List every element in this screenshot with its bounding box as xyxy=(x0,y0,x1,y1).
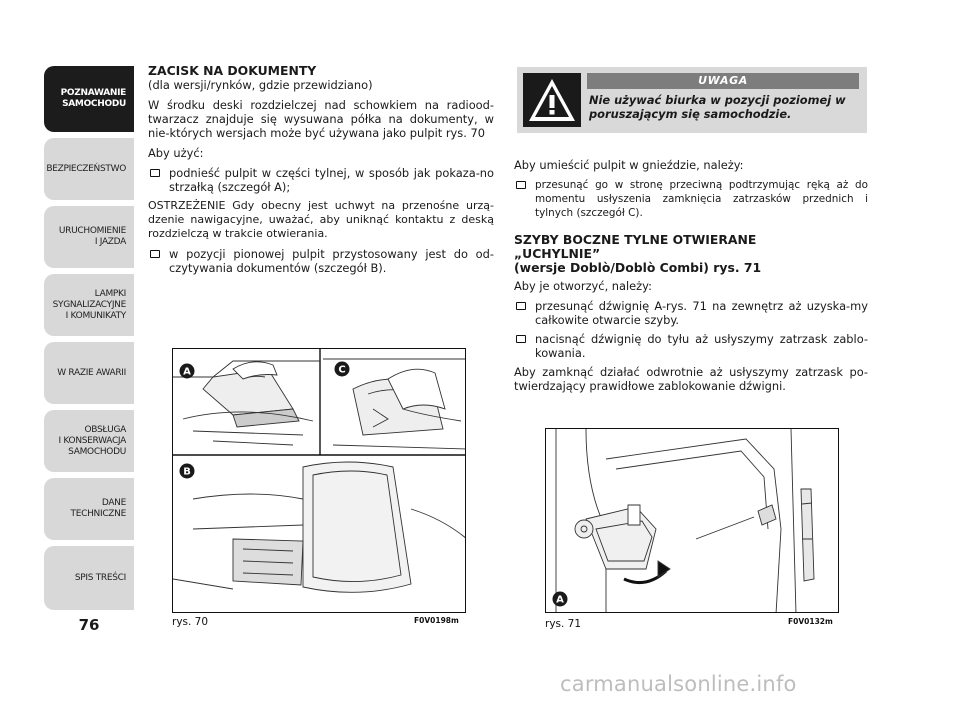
desk-illustration xyxy=(173,349,466,613)
section-heading-line2: „UCHYLNIE” xyxy=(514,246,601,261)
tab-uruchomienie-i-jazda[interactable]: URUCHOMIENIE I JAZDA xyxy=(44,206,134,268)
warning-icon-background xyxy=(523,73,581,127)
tab-bezpieczenstwo[interactable]: BEZPIECZEŃSTWO xyxy=(44,138,134,200)
section-heading-line3: (wersje Doblò/Doblò Combi) rys. 71 xyxy=(514,260,762,275)
paragraph: Aby je otworzyć, należy: xyxy=(514,279,652,293)
figure-70 xyxy=(172,348,466,613)
figure-70-code: F0V0198m xyxy=(414,616,459,625)
bullet-item xyxy=(514,178,868,220)
bullet-item xyxy=(514,299,868,327)
figure-71 xyxy=(545,428,839,613)
figure-70-caption: rys. 70 xyxy=(172,616,209,628)
section-heading: SZYBY BOCZNE TYLNE OTWIERANE xyxy=(514,232,757,247)
warning-box xyxy=(517,67,867,133)
bullet-text: przesunąć go w stronę przeciwną podtrzymując ręką aż do momentu usłyszenia zamknięcia zatrzasków przednich i tylnych (szczegół C). xyxy=(535,179,868,219)
bullet-text: nacisnąć dźwignię do tyłu aż usłyszymy zatrzask zablo-kowania. xyxy=(535,332,868,360)
left-column xyxy=(148,64,494,280)
tab-dane-techniczne[interactable]: DANE TECHNICZNE xyxy=(44,478,134,540)
paragraph: Aby zamknąć działać odwrotnie aż usłyszymy zatrzask po-twierdzający prawidłowe zablokowanie dźwigni. xyxy=(514,365,868,393)
bullet-text: przesunąć dźwignię A-rys. 71 na zewnętrz aż uzyska-my całkowite otwarcie szyby. xyxy=(535,299,868,327)
checkbox-bullet-icon xyxy=(150,250,160,258)
detail-b-label: B xyxy=(183,466,191,478)
bullet-text: w pozycji pionowej pulpit przystosowany jest do od-czytywania dokumentów (szczegół B). xyxy=(169,247,494,275)
lever-a-label: A xyxy=(556,594,564,606)
bullet-item xyxy=(514,332,868,360)
warning-text: Nie używać biurka w pozycji poziomej w poruszającym się samochodzie. xyxy=(589,93,846,121)
tab-poznawanie-samochodu[interactable]: POZNAWANIE SAMOCHODU xyxy=(44,66,134,132)
paragraph: Aby użyć: xyxy=(148,146,204,160)
watermark: carmanualsonline.info xyxy=(560,672,797,696)
figure-71-code: F0V0132m xyxy=(788,617,833,626)
detail-a-label: A xyxy=(183,366,191,378)
section-subheading: (dla wersji/rynków, gdzie przewidziano) xyxy=(148,78,373,92)
tab-lampki-sygnalizacyjne[interactable]: LAMPKI SYGNALIZACYJNE I KOMUNIKATY xyxy=(44,274,134,336)
paragraph: W środku deski rozdzielczej nad schowkiem na radiood-twarzacz znajduje się wysuwana półka na dokumenty, w nie-których wersjach może być używana jako pulpit rys. 70 xyxy=(148,98,494,140)
warning-title: UWAGA xyxy=(587,73,859,89)
bullet-item xyxy=(148,247,494,275)
warning-triangle-icon xyxy=(523,73,581,127)
tab-obsluga-i-konserwacja[interactable]: OBSŁUGA I KONSERWACJA SAMOCHODU xyxy=(44,410,134,472)
checkbox-bullet-icon xyxy=(150,169,160,177)
window-illustration xyxy=(546,429,839,613)
checkbox-bullet-icon xyxy=(516,302,526,310)
figure-71-caption: rys. 71 xyxy=(545,618,582,630)
bullet-text: podnieść pulpit w części tylnej, w sposób jak pokaza-no strzałką (szczegół A); xyxy=(169,166,494,194)
section-heading: ZACISK NA DOKUMENTY xyxy=(148,63,317,78)
right-column xyxy=(514,158,868,399)
page-number: 76 xyxy=(78,616,100,634)
tab-w-razie-awarii[interactable]: W RAZIE AWARII xyxy=(44,342,134,404)
checkbox-bullet-icon xyxy=(516,181,526,189)
warning-paragraph: OSTRZEŻENIE Gdy obecny jest uchwyt na przenośne urzą-dzenie nawigacyjne, uważać, aby uniknąć kontaktu z deską rozdzielczą w trakcie otwierania. xyxy=(148,199,494,240)
checkbox-bullet-icon xyxy=(516,335,526,343)
detail-c-label: C xyxy=(338,364,346,376)
bullet-item xyxy=(148,166,494,194)
tab-spis-tresci[interactable]: SPIS TREŚCI xyxy=(44,546,134,610)
paragraph: Aby umieścić pulpit w gnieździe, należy: xyxy=(514,158,744,172)
